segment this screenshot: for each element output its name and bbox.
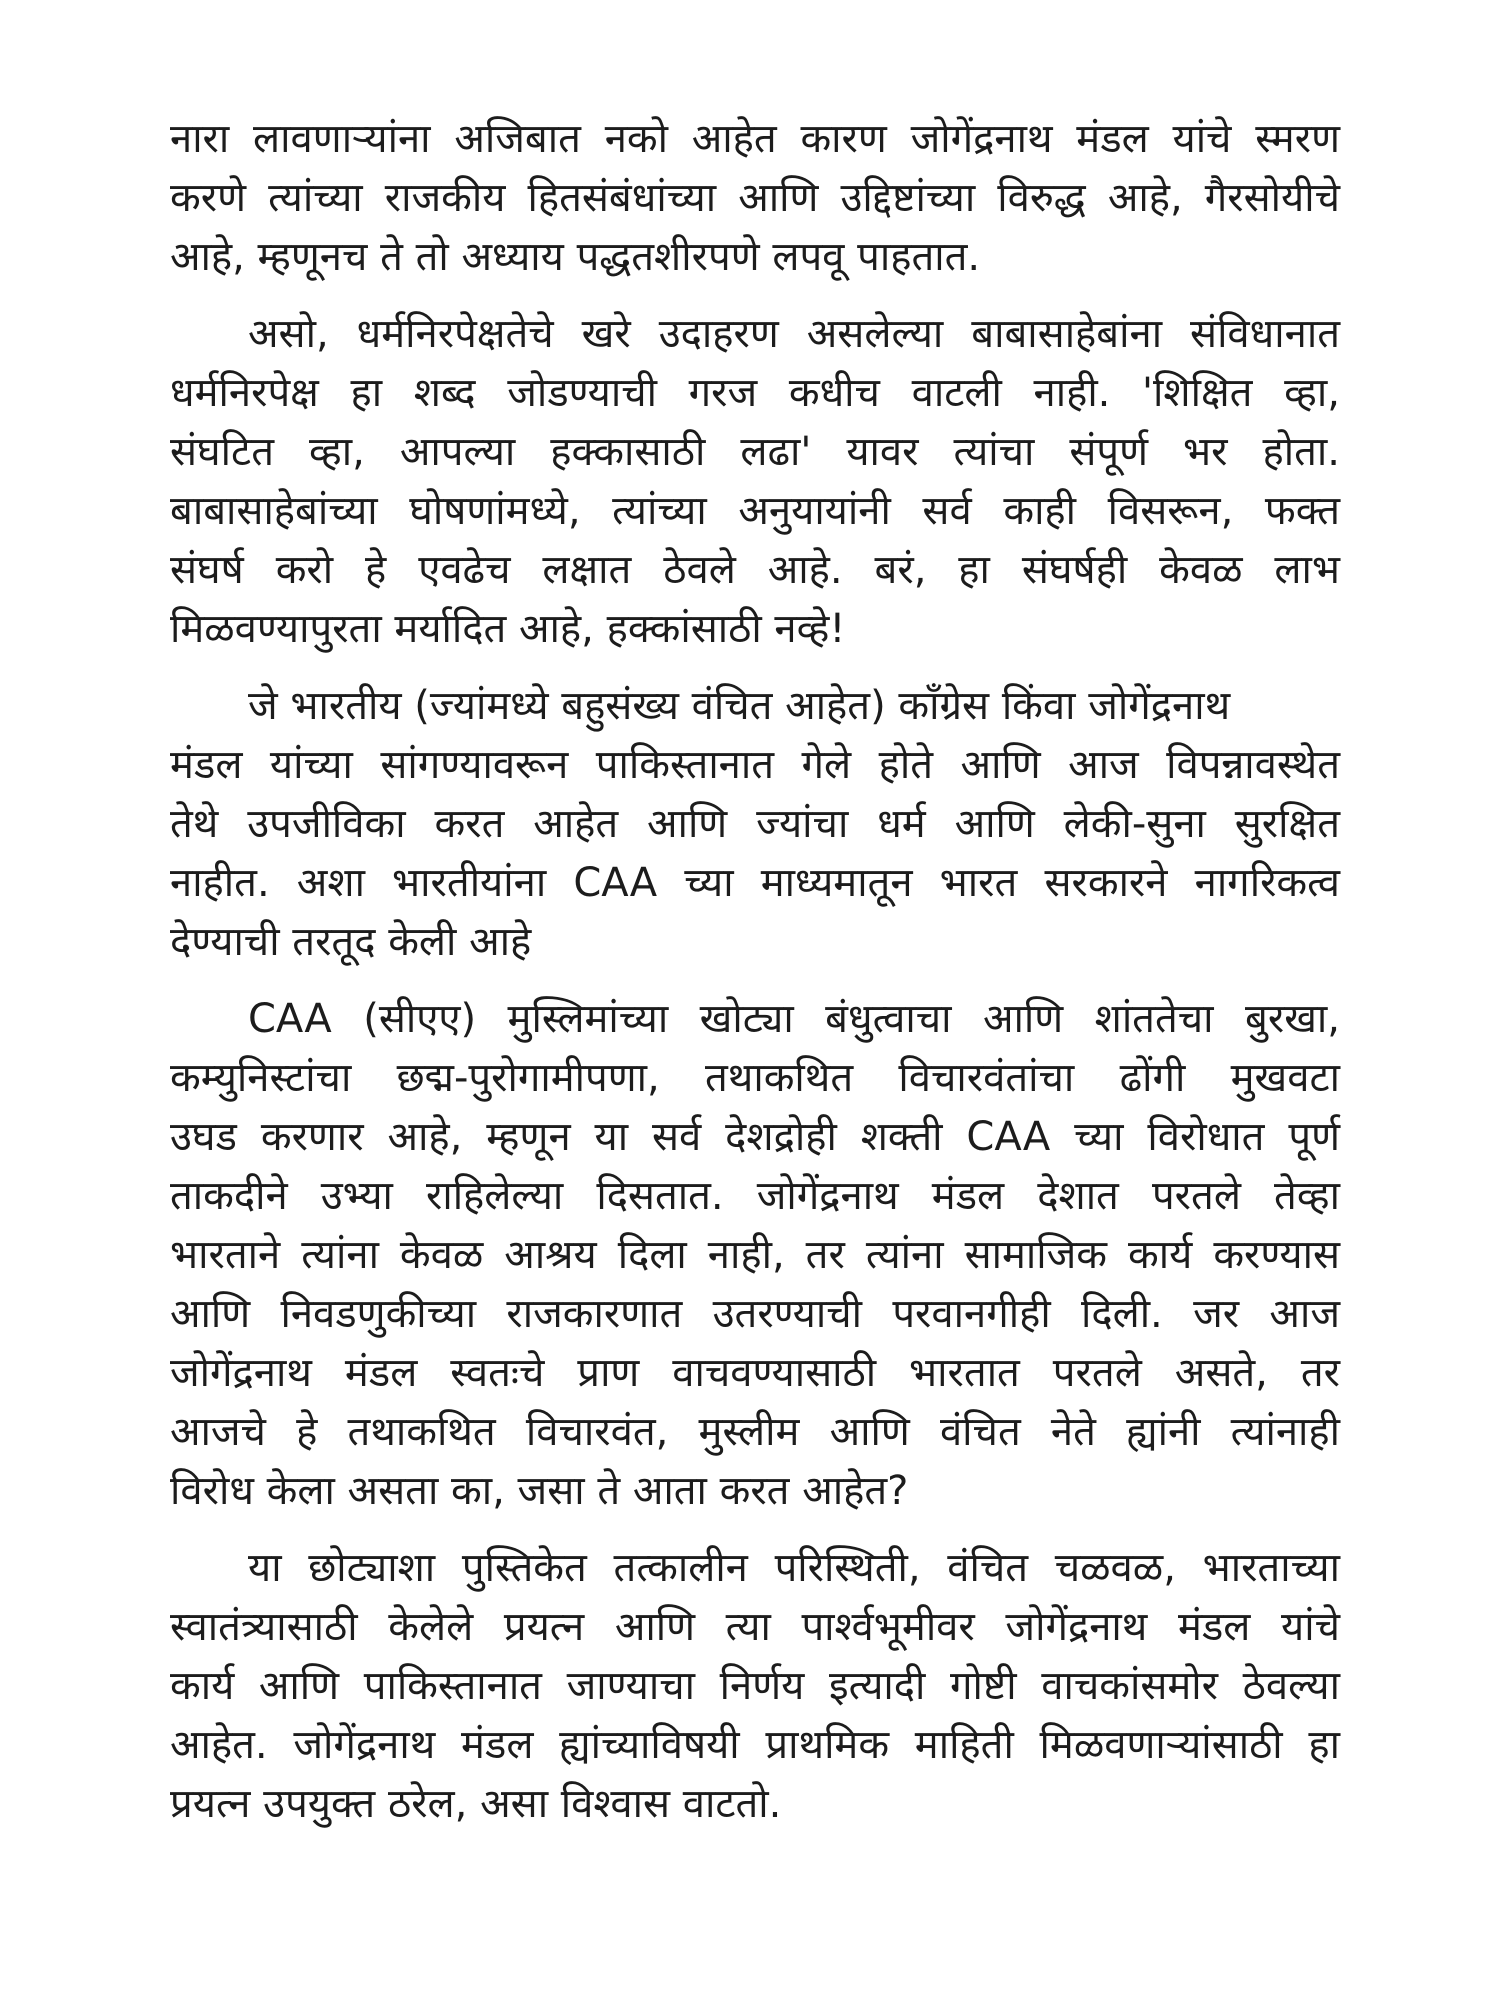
text-line: आणि निवडणुकीच्या राजकारणात उतरण्याची परवानगीही दिली. जर आज — [170, 1291, 1340, 1337]
text-line: तेथे उपजीविका करत आहेत आणि ज्यांचा धर्म आणि लेकी-सुना सुरक्षित — [170, 801, 1340, 847]
text-line: नाहीत. अशा भारतीयांना CAA च्या माध्यमातून भारत सरकारने नागरिकत्व — [170, 860, 1340, 906]
text-line: जे भारतीय (ज्यांमध्ये बहुसंख्य वंचित आहेत) काँग्रेस किंवा जोगेंद्रनाथ — [248, 683, 1231, 729]
text-line: ताकदीने उभ्या राहिलेल्या दिसतात. जोगेंद्रनाथ मंडल देशात परतले तेव्हा — [170, 1173, 1340, 1219]
text-line: विरोध केला असता का, जसा ते आता करत आहेत? — [170, 1468, 909, 1514]
text-line: जोगेंद्रनाथ मंडल स्वतःचे प्राण वाचवण्यासाठी भारतात परतले असते, तर — [170, 1350, 1340, 1396]
text-line: बाबासाहेबांच्या घोषणांमध्ये, त्यांच्या अनुयायांनी सर्व काही विसरून, फक्त — [170, 488, 1340, 534]
paragraph-2 — [170, 305, 1340, 659]
text-line: कार्य आणि पाकिस्तानात जाण्याचा निर्णय इत्यादी गोष्टी वाचकांसमोर ठेवल्या — [170, 1663, 1340, 1709]
paragraph-5 — [170, 1539, 1340, 1834]
text-line: उघड करणार आहे, म्हणून या सर्व देशद्रोही शक्ती CAA च्या विरोधात पूर्ण — [170, 1114, 1340, 1160]
paragraph-3 — [170, 677, 1340, 972]
text-line: करणे त्यांच्या राजकीय हितसंबंधांच्या आणि उद्दिष्टांच्या विरुद्ध आहे, गैरसोयीचे — [170, 175, 1340, 221]
text-line: आजचे हे तथाकथित विचारवंत, मुस्लीम आणि वंचित नेते ह्यांनी त्यांनाही — [170, 1409, 1340, 1455]
text-line: या छोट्याशा पुस्तिकेत तत्कालीन परिस्थिती, वंचित चळवळ, भारताच्या — [248, 1545, 1340, 1591]
text-line: भारताने त्यांना केवळ आश्रय दिला नाही, तर त्यांना सामाजिक कार्य करण्यास — [170, 1232, 1340, 1278]
text-line: मंडल यांच्या सांगण्यावरून पाकिस्तानात गेले होते आणि आज विपन्नावस्थेत — [170, 742, 1340, 788]
text-line: असो, धर्मनिरपेक्षतेचे खरे उदाहरण असलेल्या बाबासाहेबांना संविधानात — [248, 311, 1340, 357]
text-line: धर्मनिरपेक्ष हा शब्द जोडण्याची गरज कधीच वाटली नाही. 'शिक्षित व्हा, — [170, 370, 1340, 416]
text-line: आहे, म्हणूनच ते तो अध्याय पद्धतशीरपणे लपवू पाहतात. — [170, 234, 981, 280]
document-page — [170, 110, 1340, 1852]
text-line: मिळवण्यापुरता मर्यादित आहे, हक्कांसाठी नव्हे! — [170, 606, 846, 652]
text-line: नारा लावणाऱ्यांना अजिबात नको आहेत कारण जोगेंद्रनाथ मंडल यांचे स्मरण — [170, 116, 1340, 162]
text-line: कम्युनिस्टांचा छद्म-पुरोगामीपणा, तथाकथित विचारवंतांचा ढोंगी मुखवटा — [170, 1055, 1340, 1101]
paragraph-4 — [170, 990, 1340, 1521]
text-line: प्रयत्न उपयुक्त ठरेल, असा विश्वास वाटतो. — [170, 1781, 782, 1827]
paragraph-1 — [170, 110, 1340, 287]
text-line: स्वातंत्र्यासाठी केलेले प्रयत्न आणि त्या पार्श्वभूमीवर जोगेंद्रनाथ मंडल यांचे — [170, 1604, 1340, 1650]
text-line: संघटित व्हा, आपल्या हक्कासाठी लढा' यावर त्यांचा संपूर्ण भर होता. — [170, 429, 1340, 475]
text-line: आहेत. जोगेंद्रनाथ मंडल ह्यांच्याविषयी प्राथमिक माहिती मिळवणाऱ्यांसाठी हा — [170, 1722, 1340, 1768]
text-line: देण्याची तरतूद केली आहे — [170, 919, 532, 965]
text-line: संघर्ष करो हे एवढेच लक्षात ठेवले आहे. बरं, हा संघर्षही केवळ लाभ — [170, 547, 1340, 593]
text-line: CAA (सीएए) मुस्लिमांच्या खोट्या बंधुत्वाचा आणि शांततेचा बुरखा, — [248, 996, 1340, 1042]
